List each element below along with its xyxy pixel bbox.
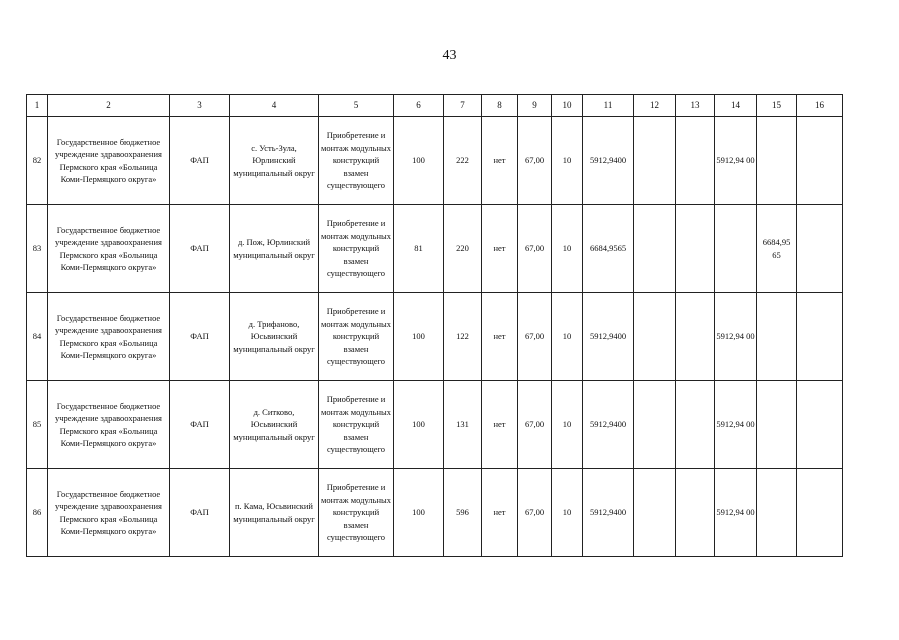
table-cell <box>797 469 843 557</box>
year-amount-cell <box>757 293 797 381</box>
row-number-cell: 82 <box>27 117 48 205</box>
measure-cell: Приобретение и монтаж модульных конструкций взамен существующего <box>319 381 394 469</box>
table-cell: 81 <box>394 205 444 293</box>
table-cell: 222 <box>444 117 482 205</box>
table-cell <box>676 381 715 469</box>
column-number-header: 3 <box>170 95 230 117</box>
table-cell: 100 <box>394 293 444 381</box>
amount-cell: 5912,9400 <box>583 117 634 205</box>
facility-type-cell: ФАП <box>170 117 230 205</box>
column-number-header: 10 <box>552 95 583 117</box>
year-amount-cell <box>757 381 797 469</box>
table-cell: 100 <box>394 469 444 557</box>
table-cell <box>634 117 676 205</box>
table-cell: 10 <box>552 381 583 469</box>
column-number-header: 11 <box>583 95 634 117</box>
amount-cell: 5912,9400 <box>583 469 634 557</box>
table-header-row <box>27 95 843 117</box>
table-cell: 596 <box>444 469 482 557</box>
table-cell: 10 <box>552 469 583 557</box>
amount-cell: 6684,9565 <box>583 205 634 293</box>
institution-cell: Государственное бюджетное учреждение здравоохранения Пермского края «Больница Коми-Пермяцкого округа» <box>48 381 170 469</box>
table-cell: нет <box>482 381 518 469</box>
data-table <box>26 94 843 557</box>
table-cell <box>634 381 676 469</box>
measure-cell: Приобретение и монтаж модульных конструкций взамен существующего <box>319 293 394 381</box>
column-number-header: 7 <box>444 95 482 117</box>
year-amount-cell: 5912,94 00 <box>715 117 757 205</box>
table-cell <box>676 293 715 381</box>
location-cell: д. Пож, Юрлинский муниципальный округ <box>230 205 319 293</box>
table-cell: 67,00 <box>518 293 552 381</box>
year-amount-cell <box>757 117 797 205</box>
column-number-header: 9 <box>518 95 552 117</box>
table-cell: нет <box>482 117 518 205</box>
row-number-cell: 86 <box>27 469 48 557</box>
table-cell <box>797 205 843 293</box>
table-cell: 67,00 <box>518 205 552 293</box>
table-cell <box>676 205 715 293</box>
measure-cell: Приобретение и монтаж модульных конструкций взамен существующего <box>319 117 394 205</box>
table-cell: 131 <box>444 381 482 469</box>
amount-cell: 5912,9400 <box>583 293 634 381</box>
year-amount-cell: 6684,95 65 <box>757 205 797 293</box>
table-row <box>27 205 843 293</box>
table-row <box>27 469 843 557</box>
table-cell: нет <box>482 293 518 381</box>
table-cell: 100 <box>394 117 444 205</box>
year-amount-cell: 5912,94 00 <box>715 469 757 557</box>
facility-type-cell: ФАП <box>170 469 230 557</box>
institution-cell: Государственное бюджетное учреждение здравоохранения Пермского края «Больница Коми-Пермяцкого округа» <box>48 469 170 557</box>
column-number-header: 4 <box>230 95 319 117</box>
column-number-header: 6 <box>394 95 444 117</box>
location-cell: д. Ситково, Юсьвинский муниципальный округ <box>230 381 319 469</box>
table-cell <box>634 205 676 293</box>
column-number-header: 1 <box>27 95 48 117</box>
year-amount-cell: 5912,94 00 <box>715 381 757 469</box>
table-cell <box>634 469 676 557</box>
column-number-header: 15 <box>757 95 797 117</box>
table-cell: 10 <box>552 293 583 381</box>
column-number-header: 13 <box>676 95 715 117</box>
column-number-header: 16 <box>797 95 843 117</box>
facility-type-cell: ФАП <box>170 293 230 381</box>
institution-cell: Государственное бюджетное учреждение здравоохранения Пермского края «Больница Коми-Пермяцкого округа» <box>48 205 170 293</box>
column-number-header: 14 <box>715 95 757 117</box>
table-cell: 10 <box>552 117 583 205</box>
measure-cell: Приобретение и монтаж модульных конструкций взамен существующего <box>319 469 394 557</box>
table-row <box>27 381 843 469</box>
row-number-cell: 84 <box>27 293 48 381</box>
year-amount-cell <box>715 205 757 293</box>
table-cell <box>797 293 843 381</box>
column-number-header: 8 <box>482 95 518 117</box>
year-amount-cell <box>757 469 797 557</box>
table-cell <box>676 117 715 205</box>
location-cell: д. Трифаново, Юсьвинский муниципальный округ <box>230 293 319 381</box>
year-amount-cell: 5912,94 00 <box>715 293 757 381</box>
row-number-cell: 85 <box>27 381 48 469</box>
table-cell: 67,00 <box>518 381 552 469</box>
table-cell: 220 <box>444 205 482 293</box>
page-number: 43 <box>442 48 457 63</box>
column-number-header: 5 <box>319 95 394 117</box>
location-cell: с. Усть-Зула, Юрлинский муниципальный округ <box>230 117 319 205</box>
measure-cell: Приобретение и монтаж модульных конструкций взамен существующего <box>319 205 394 293</box>
facility-type-cell: ФАП <box>170 205 230 293</box>
table-cell <box>797 381 843 469</box>
institution-cell: Государственное бюджетное учреждение здравоохранения Пермского края «Больница Коми-Пермяцкого округа» <box>48 117 170 205</box>
table-cell: 100 <box>394 381 444 469</box>
institution-cell: Государственное бюджетное учреждение здравоохранения Пермского края «Больница Коми-Пермяцкого округа» <box>48 293 170 381</box>
facility-type-cell: ФАП <box>170 381 230 469</box>
table-cell <box>634 293 676 381</box>
table-cell <box>797 117 843 205</box>
column-number-header: 2 <box>48 95 170 117</box>
row-number-cell: 83 <box>27 205 48 293</box>
table-cell: нет <box>482 205 518 293</box>
column-number-header: 12 <box>634 95 676 117</box>
table-cell: 122 <box>444 293 482 381</box>
amount-cell: 5912,9400 <box>583 381 634 469</box>
table-cell: 67,00 <box>518 469 552 557</box>
table-row <box>27 293 843 381</box>
table-cell: нет <box>482 469 518 557</box>
table-cell: 67,00 <box>518 117 552 205</box>
table-row <box>27 117 843 205</box>
table-cell <box>676 469 715 557</box>
table-cell: 10 <box>552 205 583 293</box>
location-cell: п. Кама, Юсьвинский муниципальный округ <box>230 469 319 557</box>
